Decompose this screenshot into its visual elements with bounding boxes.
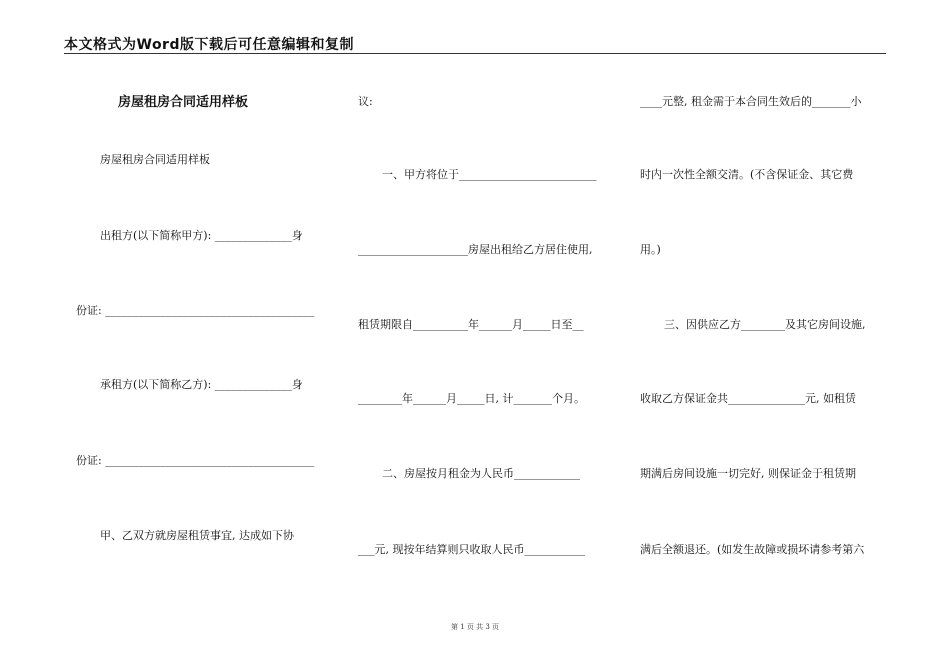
col3-line: 三、因供应乙方________及其它房间设施, — [664, 318, 866, 331]
col3-line: 满后全额退还。(如发生故障或损坏请参考第六 — [640, 543, 865, 556]
col3-line: 用。) — [640, 243, 661, 256]
col2-line: 议: — [358, 95, 373, 108]
col1-line: 甲、乙双方就房屋租赁事宜, 达成如下协 — [100, 529, 294, 542]
col1-line: 房屋租房合同适用样板 — [100, 153, 210, 166]
col2-line: ____________________房屋出租给乙方居住使用, — [358, 243, 593, 256]
col3-line: ____元整, 租金需于本合同生效后的_______小 — [640, 95, 862, 108]
col3-line: 时内一次性全额交清。(不含保证金、其它费 — [640, 168, 854, 181]
col1-line: 出租方(以下简称甲方): ______________身 — [100, 229, 303, 242]
col2-line: 二、房屋按月租金为人民币____________ — [382, 467, 580, 480]
page-indicator: 第 1 页 共 3 页 — [450, 623, 500, 631]
col3-line: 期满后房间设施一切完好, 则保证金于租赁期 — [640, 467, 856, 480]
col2-line: ________年______月_____日, 计_______个月。 — [358, 392, 585, 405]
document-banner: 本文格式为Word版下载后可任意编辑和复制 — [64, 37, 354, 53]
col1-line: 份证: ______________________________________ — [76, 304, 315, 317]
col1-line: 份证: ______________________________________ — [76, 454, 315, 467]
col1-line: 承租方(以下简称乙方): ______________身 — [100, 378, 303, 391]
col3-line: 收取乙方保证金共______________元, 如租赁 — [640, 392, 856, 405]
col2-line: 租赁期限自__________年______月_____日至__ — [358, 318, 584, 331]
col2-line: 一、甲方将位于_________________________ — [382, 168, 597, 181]
col2-line: ___元, 现按年结算则只收取人民币___________ — [358, 543, 585, 556]
header-rule — [64, 53, 886, 54]
document-title: 房屋租房合同适用样板 — [118, 95, 249, 110]
